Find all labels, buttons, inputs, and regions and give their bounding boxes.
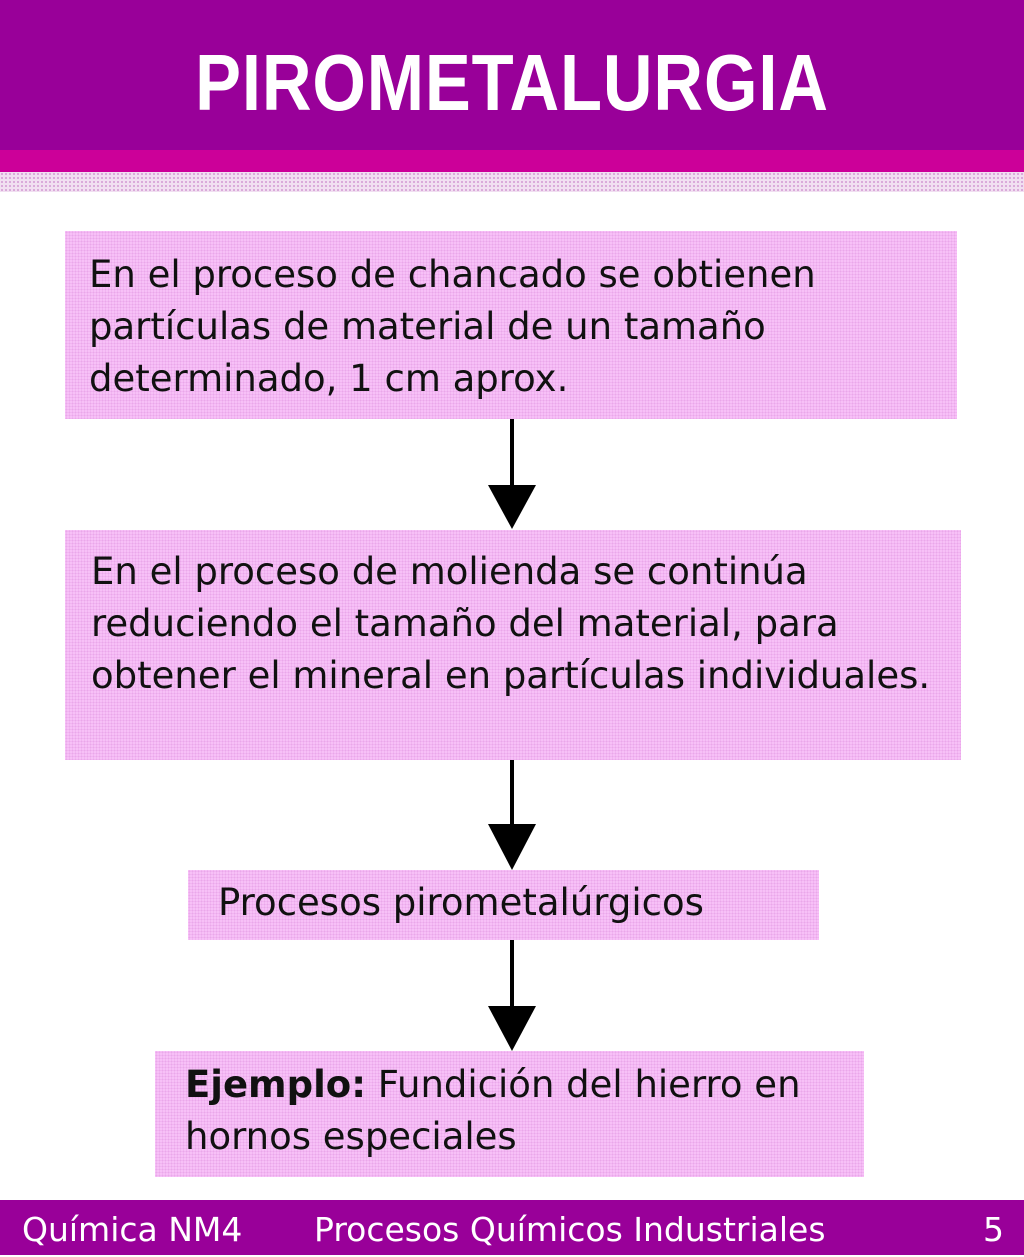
step-chancado-text: En el proceso de chancado se obtienen partículas de material de un tamaño determinado, 1 cm aprox.	[89, 253, 816, 400]
step-pirometalurgicos-box	[188, 870, 819, 940]
step-molienda-box	[65, 530, 961, 760]
ejemplo-text: Fundición del hierro en hornos especiales	[185, 1063, 801, 1158]
page-number: 5	[983, 1210, 1004, 1249]
page-title: PIROMETALURGIA	[195, 38, 829, 127]
step-chancado-box	[65, 231, 957, 419]
step-ejemplo-box	[155, 1051, 864, 1177]
ejemplo-label: Ejemplo:	[185, 1063, 366, 1106]
step-molienda-text: En el proceso de molienda se continúa reduciendo el tamaño del material, para obtener el mineral en partículas individuales.	[91, 550, 931, 697]
arrow-step1-to-step2	[488, 419, 536, 531]
step-pirometalurgicos-text: Procesos pirometalúrgicos	[218, 881, 704, 924]
arrow-step3-to-step4	[488, 940, 536, 1052]
footer-bar	[0, 1200, 1024, 1255]
arrow-step2-to-step3	[488, 760, 536, 871]
footer-course: Química NM4	[22, 1210, 243, 1249]
header-accent-stripe	[0, 150, 1024, 172]
footer-topic: Procesos Químicos Industriales	[314, 1210, 826, 1249]
header-dotted-band	[0, 172, 1024, 192]
